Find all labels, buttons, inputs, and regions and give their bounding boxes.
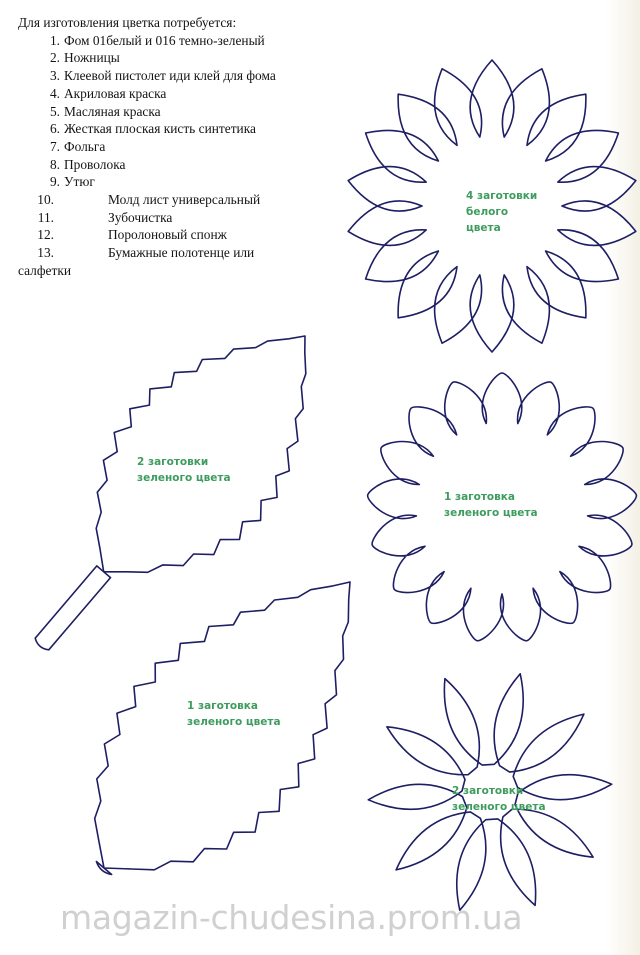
- list-item: 9. Утюг: [49, 174, 95, 190]
- leaf-bottom-label: 1 заготовка зеленого цвета: [187, 700, 281, 728]
- list-item: 1. Фом 01белый и 016 темно-зеленый: [49, 32, 265, 48]
- list-item: 2. Ножницы: [49, 50, 120, 66]
- list-item: 7. Фольга: [49, 138, 106, 154]
- list-item: 5. Масляная краска: [49, 103, 161, 119]
- materials-heading: Для изготовления цветка потребуется:: [18, 15, 237, 30]
- list-item: 8. Проволока: [49, 156, 126, 172]
- leaf-top-label: 2 заготовки зеленого цвета: [137, 456, 231, 484]
- list-item: 6. Жесткая плоская кисть синтетика: [49, 121, 256, 137]
- list-item: 11. Зубочистка: [37, 209, 173, 225]
- list-item: 13. Бумажные полотенце или салфетки: [18, 245, 255, 278]
- list-item: 10. Молд лист универсальный: [37, 192, 261, 208]
- list-item: 12. Поролоновый спонж: [37, 227, 227, 243]
- watermark: magazin-chudesina.prom.ua: [60, 898, 523, 937]
- list-item: 3. Клеевой пистолет иди клей для фома: [49, 68, 276, 84]
- white-flower-label: 4 заготовки белого цвета: [466, 190, 538, 234]
- list-item: 4. Акриловая краска: [49, 85, 167, 101]
- middle-flower-label: 1 заготовка зеленого цвета: [444, 491, 538, 519]
- leaf-template-top: [35, 336, 306, 650]
- small-flower-label: 2 заготовки зеленого цвета: [452, 785, 546, 813]
